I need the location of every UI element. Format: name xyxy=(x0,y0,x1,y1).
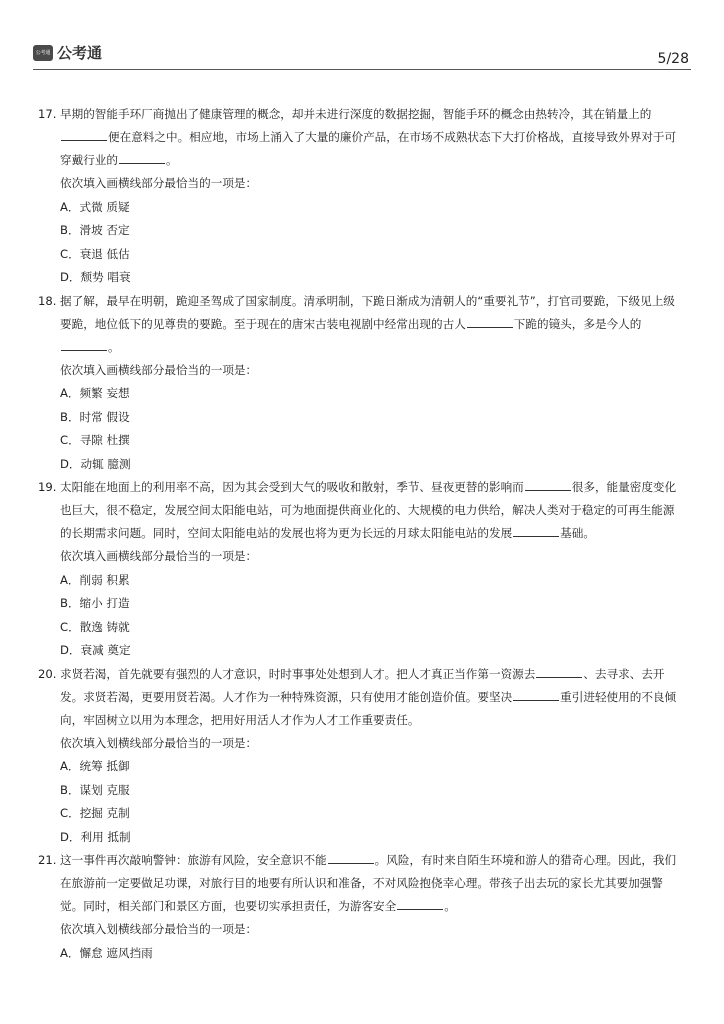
stem-line xyxy=(60,126,690,149)
question-21 xyxy=(38,849,690,965)
blank-underline xyxy=(536,667,582,678)
stem-text: 、去寻求、去开 xyxy=(583,666,665,681)
stem-text: 下跪的镜头，多是今人的 xyxy=(513,316,642,331)
stem-text: 要跪，地位低下的见尊贵的要跪。至于现在的唐宋古装电视剧中经常出现的古人 xyxy=(60,316,466,331)
stem-line xyxy=(60,663,690,686)
answer-option: C．挖掘 克制 xyxy=(60,806,130,820)
stem-line xyxy=(60,895,690,918)
stem-text: 基础。 xyxy=(560,526,595,540)
blank-underline xyxy=(397,899,443,910)
blank-underline xyxy=(61,130,107,141)
blank-underline xyxy=(513,690,559,701)
answer-option: A．懈怠 遮风挡雨 xyxy=(60,945,153,960)
question-prompt: 依次填入画横线部分最恰当的一项是： xyxy=(60,176,258,190)
stem-line xyxy=(60,872,690,895)
blank-underline xyxy=(467,317,513,328)
stem-text: 便在意料之中。相应地，市场上涌入了大量的廉价产品，在市场不成熟状态下大打价格战，直接导致外界对于可 xyxy=(108,130,677,144)
answer-option: C．寻隙 杜撰 xyxy=(60,433,130,447)
question-stem xyxy=(60,663,690,732)
answer-option: D．利用 抵制 xyxy=(60,829,131,844)
question-18 xyxy=(38,290,690,477)
stem-text: 。 xyxy=(108,339,120,354)
page-number: 5/28 xyxy=(657,51,689,67)
stem-text: 重引进轻使用的不良倾 xyxy=(560,689,677,704)
blank-underline xyxy=(328,853,374,864)
answer-option: A．频繁 妄想 xyxy=(60,386,130,400)
answer-option: A．式微 质疑 xyxy=(60,199,130,214)
stem-text: 的长期需求问题。同时，空间太阳能电站的发展也将为更为长远的月球太阳能电站的发展 xyxy=(60,526,513,540)
blank-underline xyxy=(513,526,559,537)
question-prompt: 依次填入画横线部分最恰当的一项是： xyxy=(60,549,258,563)
question-stem xyxy=(60,103,690,172)
stem-text: 向，牢固树立以用为本理念，把用好用活人才作为人才工作重要责任。 xyxy=(60,712,420,727)
question-19 xyxy=(38,476,690,663)
stem-line xyxy=(60,149,690,172)
question-prompt: 依次填入划横线部分最恰当的一项是： xyxy=(60,735,258,750)
answer-option: C．散逸 铸就 xyxy=(60,619,130,634)
blank-underline xyxy=(61,340,107,351)
logo xyxy=(33,42,102,63)
question-number: 21. xyxy=(38,853,57,867)
logo-badge-icon: 公考通 xyxy=(33,45,53,61)
answer-option: C．衰退 低估 xyxy=(60,246,130,261)
stem-text: 。 xyxy=(165,153,178,167)
blank-underline xyxy=(119,153,165,164)
stem-text: 觉。同时，相关部门和景区方面，也要切实承担责任，为游客安全 xyxy=(60,899,397,913)
blank-underline xyxy=(525,480,571,491)
answer-option: B．谋划 克服 xyxy=(60,782,130,797)
stem-line xyxy=(60,686,690,709)
stem-text: 很多，能量密度变化 xyxy=(571,480,677,494)
stem-text: 在旅游前一定要做足功课，对旅行目的地要有所认识和准备，不对风险抱侥幸心理。带孩子出去玩的家长尤其要加强警 xyxy=(60,876,663,890)
answer-option: A．统筹 抵御 xyxy=(60,759,130,773)
question-stem xyxy=(60,290,690,359)
answer-option: D．颓势 唱衰 xyxy=(60,270,131,284)
answer-option: B．时常 假设 xyxy=(60,409,130,424)
question-number: 18. xyxy=(38,293,57,308)
question-prompt: 依次填入画横线部分最恰当的一项是： xyxy=(60,362,258,377)
question-stem xyxy=(60,476,690,545)
stem-text: 这一事件再次敲响警钟：旅游有风险，安全意识不能 xyxy=(60,853,327,867)
stem-text: 发。求贤若渴，更要用贤若渴。人才作为一种特殊资源，只有使用才能创造价值。要坚决 xyxy=(60,689,513,704)
stem-line xyxy=(60,849,690,872)
stem-line xyxy=(60,290,690,313)
stem-line xyxy=(60,336,690,359)
question-20 xyxy=(38,663,690,850)
stem-line xyxy=(60,522,690,545)
question-list xyxy=(38,103,690,965)
logo-text: 公考通 xyxy=(57,44,103,62)
question-prompt: 依次填入划横线部分最恰当的一项是： xyxy=(60,922,258,936)
question-number: 17. xyxy=(38,107,57,121)
stem-line xyxy=(60,476,690,499)
question-number: 19. xyxy=(38,480,57,494)
stem-text: 早期的智能手环厂商抛出了健康管理的概念，却并未进行深度的数据挖掘，智能手环的概念由热转冷，其在销量上的 xyxy=(60,107,652,121)
answer-option: B．滑坡 否定 xyxy=(60,223,130,237)
stem-line xyxy=(60,103,690,126)
stem-text: 。风险，有时来自陌生环境和游人的猎奇心理。因此，我们 xyxy=(374,853,677,867)
stem-text: 。 xyxy=(444,899,456,913)
answer-option: D．衰减 奠定 xyxy=(60,643,131,657)
answer-option: B．缩小 打造 xyxy=(60,596,130,610)
question-number: 20. xyxy=(38,666,57,681)
stem-text: 也巨大，很不稳定，发展空间太阳能电站，可为地面提供商业化的、大规模的电力供给，解决人类对于稳定的可再生能源 xyxy=(60,503,675,517)
stem-line xyxy=(60,499,690,522)
answer-option: A．削弱 积累 xyxy=(60,572,130,587)
stem-text: 太阳能在地面上的利用率不高，因为其会受到大气的吸收和散射，季节、昼夜更替的影响而 xyxy=(60,480,524,494)
header-divider xyxy=(33,69,691,70)
question-17 xyxy=(38,103,690,290)
stem-text: 穿戴行业的 xyxy=(60,153,118,167)
stem-line xyxy=(60,709,690,732)
stem-text: 据了解，最早在明朝，跪迎圣驾成了国家制度。清承明制，下跪日渐成为清朝人的“重要礼节”，打官司要跪，下级见上级 xyxy=(60,293,675,308)
answer-option: D．动辄 臆测 xyxy=(60,456,131,471)
stem-line xyxy=(60,313,690,336)
question-stem xyxy=(60,849,690,918)
stem-text: 求贤若渴，首先就要有强烈的人才意识，时时事事处处想到人才。把人才真正当作第一资源去 xyxy=(60,666,536,681)
page-header xyxy=(33,40,691,70)
